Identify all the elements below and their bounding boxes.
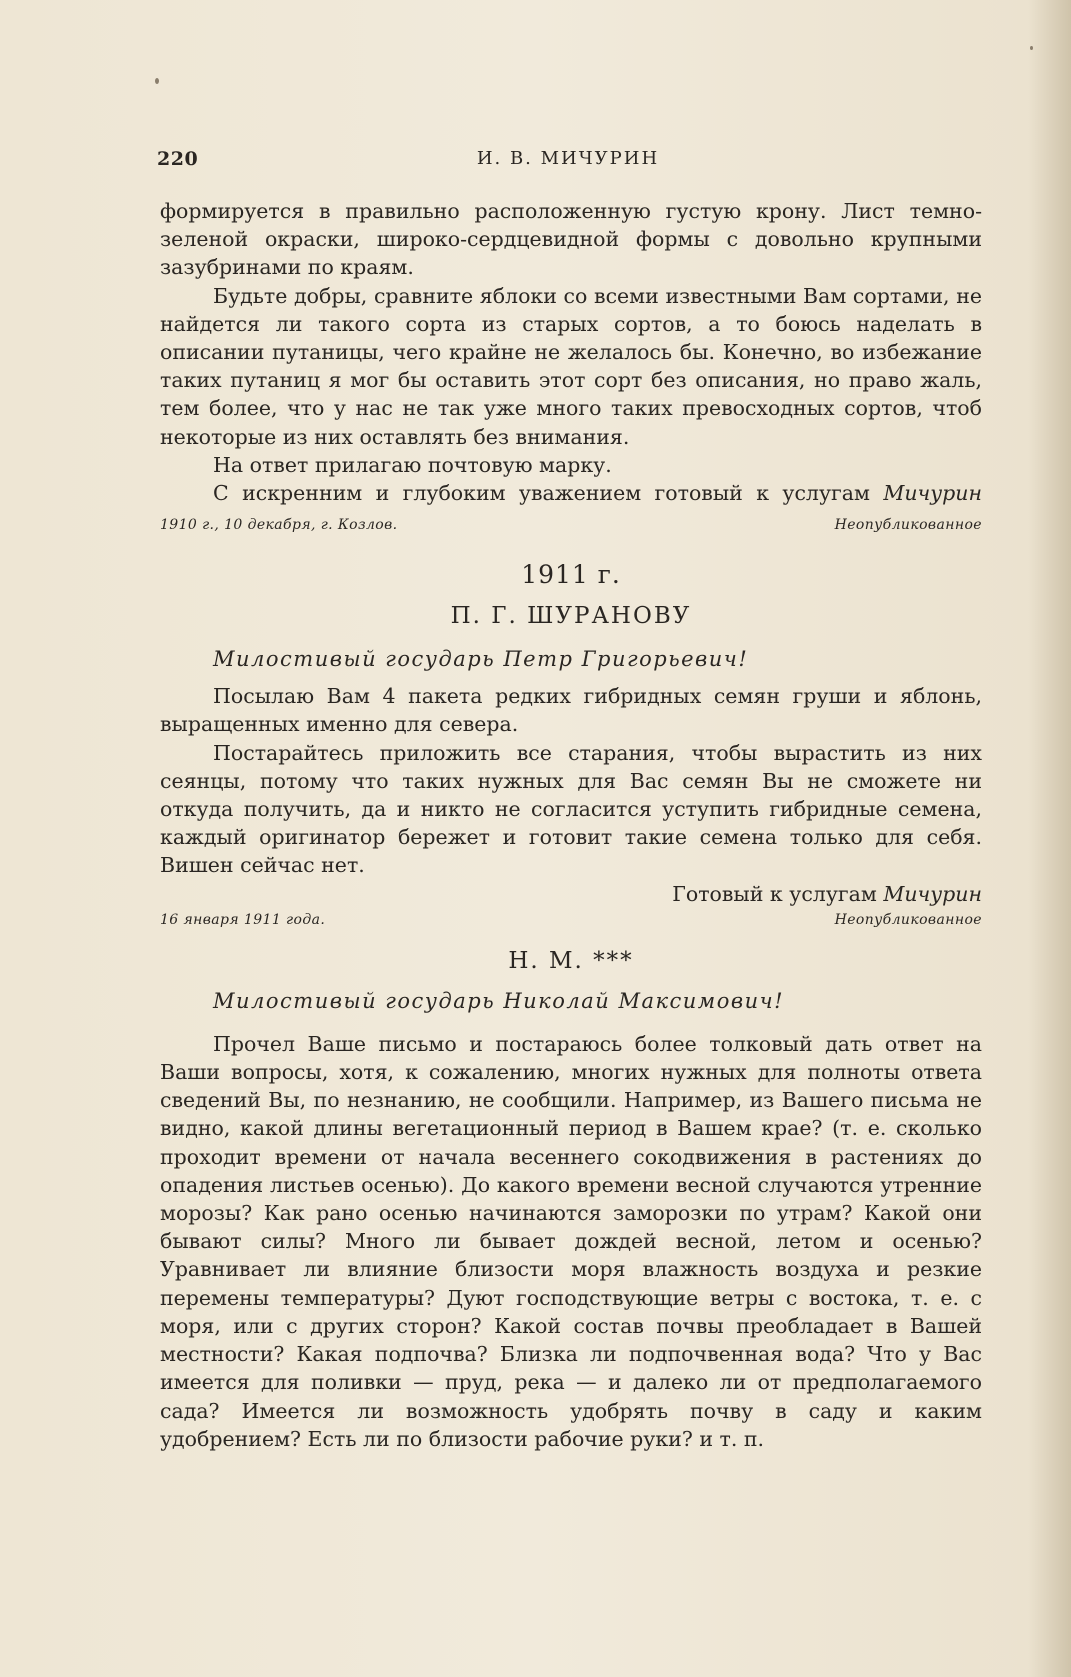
letter-1-signature: Мичурин (883, 481, 982, 506)
letter-3-paragraph-1: Прочел Ваше письмо и постараюсь более толковый дать ответ на Ваши вопросы, хотя, к сожалению, многих нужных для полноты ответа сведений Вы, по незнанию, не сообщили. Например, из Вашего письма не видно, какой длины вегетационный период в Вашем крае? (т. е. сколько проходит времени от начала весеннего сокодвижения в растениях до опадения листьев осенью). До какого времени весной случаются утренние морозы? Как рано осенью начинаются заморозки по утрам? Какой они бывают силы? Много ли бывает дождей весной, летом и осенью? Уравнивает ли влияние близости моря влажность воздуха и резкие перемены температуры? Дуют господствующие ветры с востока, т. е. с моря, или с других сторон? Какой состав почвы преобладает в Вашей местности? Какая подпочва? Близка ли подпочвенная вода? Что у Вас имеется для поливки — пруд, река — и далеко ли от предполагаемого сада? Имеется ли возможность удобрять почву в саду и каким удобрением? Есть ли по близости рабочие руки? и т. п. (160, 1031, 982, 1451)
letter-2-date: 16 января 1911 года. (160, 911, 326, 928)
letter-2-closing-line (160, 880, 982, 908)
letter-1-date: 1910 г., 10 декабря, г. Козлов. (160, 517, 398, 534)
letter-2-meta (160, 912, 982, 928)
letter-2-addressee: П. Г. ШУРАНОВУ (450, 603, 692, 630)
letter-3-salutation: Милостивый государь Николай Максимович! (213, 988, 785, 1013)
letter-1 (160, 197, 982, 533)
paper-speck (1030, 46, 1033, 50)
letter-1-status: Неопубликованное (834, 517, 982, 534)
page-content (160, 197, 982, 1453)
page-number: 220 (157, 148, 199, 170)
year-heading: 1911 г. (521, 560, 621, 590)
letter-2-paragraph-2: Постарайтесь приложить все старания, чтобы вырастить из них сеянцы, потому что таких нужных для Вас семян Вы не сможете ни откуда получить, да и никто не согласится уступить гибридные семена, каждый оригинатор бережет и готовит такие семена только для себя. Вишен сейчас нет. (160, 740, 982, 878)
letter-2-status: Неопубликованное (834, 911, 982, 928)
letter-2-signature: Мичурин (883, 881, 982, 906)
paper-speck (155, 78, 159, 84)
letter-1-meta (160, 517, 982, 533)
letter-2 (160, 603, 982, 928)
letter-1-paragraph-2: Будьте добры, сравните яблоки со всеми известными Вам сортами, не найдется ли такого сорта из старых сортов, а то боюсь наделать в описании путаницы, чего крайне не желалось бы. Конечно, во избежание таких путаниц я мог бы оставить этот сорт без описания, но право жаль, тем более, что у нас не так уже много таких превосходных сортов, чтоб некоторые из них оставлять без внимания. (160, 283, 982, 449)
letter-1-closing: С искренним и глубоким уважением готовый к услугам (213, 481, 870, 506)
letter-3 (160, 948, 982, 1453)
letter-3-addressee: Н. М. *** (508, 947, 634, 974)
letter-1-paragraph-1: формируется в правильно расположенную густую крону. Лист темно-зеленой окраски, широко-сердцевидной формы с довольно крупными зазубринами по краям. (160, 199, 982, 280)
letter-1-closing-line (160, 479, 982, 507)
running-head: И. В. МИЧУРИН (476, 148, 660, 169)
letter-2-paragraph-1: Посылаю Вам 4 пакета редких гибридных семян груши и яблонь, выращенных именно для севера. (160, 684, 982, 737)
letter-2-salutation: Милостивый государь Петр Григорьевич! (213, 647, 749, 672)
page-header (157, 148, 979, 174)
letter-1-paragraph-3: На ответ прилагаю почтовую марку. (213, 452, 612, 477)
letter-2-closing: Готовый к услугам (672, 881, 877, 906)
